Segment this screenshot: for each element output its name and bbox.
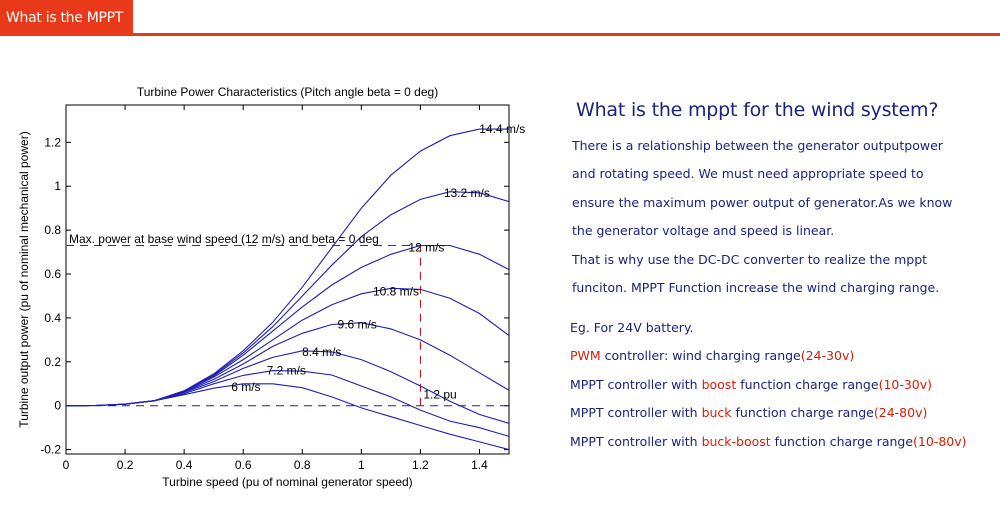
mode-prefix: MPPT controller with (570, 377, 702, 392)
y-tick-label: 0 (54, 398, 61, 413)
paragraph-line: There is a relationship between the generator outputpower (572, 138, 943, 153)
x-tick-label: 1.4 (471, 458, 488, 472)
series-label: 13.2 m/s (443, 185, 490, 200)
mode-range: (24-30v) (800, 348, 855, 363)
mode-highlight: buck (701, 405, 732, 420)
chart-title: Turbine Power Characteristics (Pitch angle beta = 0 deg) (136, 85, 439, 99)
mode-item-pwm (570, 348, 854, 363)
mode-range: (10-80v) (913, 434, 967, 449)
y-tick-label: 0.4 (44, 310, 61, 325)
y-tick-label: 0.6 (44, 267, 61, 282)
mode-prefix: MPPT controller with (570, 405, 702, 420)
mode-highlight: boost (701, 377, 737, 392)
paragraph-line: That is why use the DC-DC converter to realize the mppt (572, 252, 928, 267)
x-axis-label: Turbine speed (pu of nominal generator speed) (162, 475, 413, 489)
mode-range: (10-30v) (878, 377, 933, 392)
x-tick-label: 1.2 (412, 458, 429, 472)
mode-middle: function charge range (731, 405, 874, 420)
mode-item-buck (570, 405, 927, 420)
mode-middle: function charge range (736, 377, 879, 392)
x-tick-label: 0.2 (116, 458, 134, 472)
series-label: 6 m/s (231, 380, 261, 395)
header-divider (0, 33, 1000, 36)
x-tick-label: 0.4 (175, 458, 193, 472)
y-tick-label: -0.2 (40, 442, 61, 457)
mode-item-boost (570, 377, 932, 392)
mode-middle: controller: wind charging range (600, 348, 801, 363)
mode-middle: function charge range (770, 434, 914, 449)
y-tick-label: 1.2 (44, 135, 61, 150)
x-tick-label: 1 (357, 458, 365, 472)
mode-prefix: MPPT controller with (570, 434, 702, 449)
mode-item-buck-boost (570, 434, 967, 449)
mode-highlight: buck-boost (701, 434, 771, 449)
y-tick-label: 0.2 (44, 354, 61, 369)
y-tick-label: 0.8 (44, 223, 61, 238)
series-label: 10.8 m/s (372, 284, 419, 299)
power-characteristics-chart (0, 70, 560, 507)
mode-highlight: PWM (570, 348, 601, 363)
example-label: Eg. For 24V battery. (570, 320, 694, 335)
mode-range: (24-80v) (873, 405, 928, 420)
series-label: 8.4 m/s (302, 344, 342, 359)
series-label: 9.6 m/s (337, 317, 377, 332)
paragraph-line: ensure the maximum power output of generator.As we know (572, 195, 953, 210)
header-title: What is the MPPT (0, 0, 133, 36)
y-axis-label: Turbine output power (pu of nominal mechanical power) (17, 131, 31, 428)
paragraph-line: and rotating speed. We must need appropriate speed to (572, 166, 924, 181)
y-tick-label: 1 (54, 179, 61, 194)
x-tick-label: 0 (62, 458, 70, 472)
panel-title: What is the mppt for the wind system? (576, 99, 939, 121)
x-tick-label: 0.6 (234, 458, 252, 472)
annotation: Max. power at base wind speed (12 m/s) and beta = 0 deg (68, 231, 379, 246)
annotation: 1.2 pu (423, 387, 457, 402)
series-label: 14.4 m/s (479, 122, 526, 137)
series-label: 7.2 m/s (266, 363, 306, 378)
paragraph-line: funciton. MPPT Function increase the wind charging range. (572, 280, 940, 295)
x-tick-label: 0.8 (293, 458, 311, 472)
paragraph-line: the generator voltage and speed is linear. (572, 223, 835, 238)
series-label: 12 m/s (408, 240, 445, 255)
